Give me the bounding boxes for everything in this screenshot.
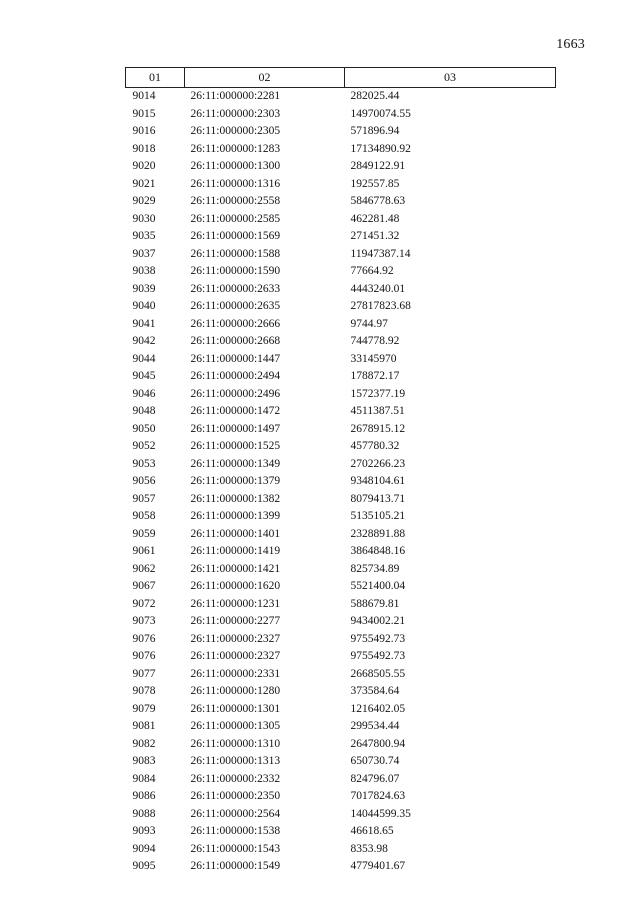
row-value: 299534.44 [350,720,400,732]
cadastral-number: 26:11:000000:2303 [190,107,281,120]
row-value: 373584.64 [350,685,400,697]
row-code: 9059 [132,527,156,540]
row-code: 9079 [132,702,156,715]
table-row [126,141,556,159]
table-row [126,333,556,351]
table-row [126,683,556,701]
row-code: 9044 [132,352,156,365]
cadastral-number: 26:11:000000:1379 [190,475,281,487]
table-row [126,823,556,841]
row-value: 4779401.67 [350,860,406,872]
row-code: 9088 [132,807,156,820]
row-code: 9014 [132,90,156,102]
row-value: 825734.89 [350,562,400,575]
cadastral-number: 26:11:000000:1549 [190,860,281,872]
row-code: 9030 [132,212,156,225]
row-code: 9093 [132,825,156,837]
row-value: 2647800.94 [350,737,406,750]
cadastral-number: 26:11:000000:1620 [190,580,281,592]
cadastral-number: 26:11:000000:2668 [190,335,281,347]
row-code: 9078 [132,685,156,697]
row-code: 9053 [132,457,156,470]
row-value: 8353.98 [350,842,388,855]
row-code: 9082 [132,737,156,750]
row-code: 9067 [132,580,156,592]
cadastral-number: 26:11:000000:1280 [190,685,281,697]
table-row [126,596,556,614]
table-row [126,438,556,456]
row-value: 192557.85 [350,177,400,190]
table-row [126,421,556,439]
cadastral-number: 26:11:000000:2281 [190,90,281,102]
row-code: 9016 [132,125,156,137]
table-row [126,666,556,684]
column-header-01: 01 [126,68,185,88]
row-code: 9018 [132,142,156,155]
table-row [126,543,556,561]
row-value: 9755492.73 [350,650,406,662]
table-row [126,701,556,719]
row-code: 9095 [132,860,156,872]
table-row [126,648,556,666]
row-code: 9058 [132,510,156,522]
table-row [126,193,556,211]
row-value: 5135105.21 [350,510,406,522]
row-code: 9020 [132,160,156,172]
cadastral-number: 26:11:000000:1421 [190,562,281,575]
row-value: 27817823.68 [350,300,411,312]
cadastral-number: 26:11:000000:1472 [190,405,281,417]
table-row [126,456,556,474]
table-row [126,526,556,544]
table-row [126,736,556,754]
table-row [126,473,556,491]
table-row [126,841,556,859]
table-row [126,718,556,736]
cadastral-number: 26:11:000000:1382 [190,492,281,505]
table-row [126,351,556,369]
row-value: 5846778.63 [350,195,406,207]
table-row [126,753,556,771]
cadastral-number: 26:11:000000:1525 [190,440,281,452]
row-value: 7017824.63 [350,790,406,802]
table-row [126,386,556,404]
table-row [126,106,556,124]
row-code: 9061 [132,545,156,557]
cadastral-number: 26:11:000000:1569 [190,230,281,242]
row-code: 9048 [132,405,156,417]
cadastral-number: 26:11:000000:1401 [190,527,281,540]
cadastral-number: 26:11:000000:2494 [190,370,281,382]
cadastral-number: 26:11:000000:2666 [190,317,281,330]
table-row [126,631,556,649]
cadastral-number: 26:11:000000:1349 [190,457,281,470]
table-row [126,508,556,526]
table-row [126,613,556,631]
table-row [126,158,556,176]
row-code: 9046 [132,387,156,400]
row-code: 9056 [132,475,156,487]
cadastral-number: 26:11:000000:1447 [190,352,281,365]
row-value: 9348104.61 [350,475,406,487]
table-row [126,368,556,386]
cadastral-number: 26:11:000000:1231 [190,597,281,610]
cadastral-number: 26:11:000000:2327 [190,632,281,645]
cadastral-number: 26:11:000000:1543 [190,842,281,855]
cadastral-number: 26:11:000000:2558 [190,195,281,207]
row-value: 11947387.14 [350,247,411,260]
cadastral-number: 26:11:000000:2332 [190,772,281,785]
row-code: 9086 [132,790,156,802]
row-value: 2702266.23 [350,457,406,470]
row-code: 9076 [132,632,156,645]
cadastral-number: 26:11:000000:2496 [190,387,281,400]
table-row [126,228,556,246]
row-value: 744778.92 [350,335,400,347]
row-code: 9081 [132,720,156,732]
row-code: 9037 [132,247,156,260]
page-number: 1663 [556,37,585,52]
row-code: 9041 [132,317,156,330]
row-code: 9083 [132,755,156,767]
row-code: 9029 [132,195,156,207]
row-code: 9045 [132,370,156,382]
cadastral-number: 26:11:000000:1300 [190,160,281,172]
cadastral-number: 26:11:000000:2327 [190,650,281,662]
row-value: 4511387.51 [350,405,405,417]
table-row [126,806,556,824]
table-header [126,68,556,88]
cadastral-number: 26:11:000000:1301 [190,702,281,715]
row-code: 9077 [132,667,156,680]
row-value: 2668505.55 [350,667,406,680]
row-code: 9038 [132,265,156,277]
row-value: 46618.65 [350,825,394,837]
row-value: 1572377.19 [350,387,406,400]
table-row [126,176,556,194]
table-row [126,211,556,229]
header-row [126,68,556,88]
row-code: 9021 [132,177,156,190]
row-code: 9072 [132,597,156,610]
row-code: 9094 [132,842,156,855]
row-code: 9040 [132,300,156,312]
column-header-03: 03 [345,68,556,88]
row-value: 5521400.04 [350,580,406,592]
cadastral-number: 26:11:000000:1497 [190,422,281,435]
table-row [126,403,556,421]
cadastral-number: 26:11:000000:1419 [190,545,281,557]
table-row [126,561,556,579]
row-code: 9062 [132,562,156,575]
cadastral-number: 26:11:000000:1305 [190,720,281,732]
row-value: 1216402.05 [350,702,406,715]
row-value: 17134890.92 [350,142,411,155]
row-value: 33145970 [350,352,397,365]
table-row [126,263,556,281]
table-body [126,88,556,876]
row-value: 271451.32 [350,230,400,242]
table-row [126,316,556,334]
cadastral-number: 26:11:000000:2305 [190,125,281,137]
cadastral-number: 26:11:000000:1588 [190,247,281,260]
table-row [126,298,556,316]
row-value: 2328891.88 [350,527,406,540]
cadastral-number: 26:11:000000:2635 [190,300,281,312]
row-code: 9042 [132,335,156,347]
row-value: 9434002.21 [350,615,406,627]
row-code: 9084 [132,772,156,785]
table-row [126,246,556,264]
row-value: 4443240.01 [350,282,406,295]
cadastral-number: 26:11:000000:2633 [190,282,281,295]
table-row [126,491,556,509]
row-value: 2678915.12 [350,422,406,435]
table-row [126,788,556,806]
table-row [126,88,556,106]
cadastral-number: 26:11:000000:1590 [190,265,281,277]
row-value: 178872.17 [350,370,400,382]
row-value: 462281.48 [350,212,400,225]
row-code: 9076 [132,650,156,662]
row-value: 14044599.35 [350,807,411,820]
table-row [126,123,556,141]
row-code: 9057 [132,492,156,505]
row-value: 3864848.16 [350,545,406,557]
cadastral-number: 26:11:000000:2350 [190,790,281,802]
row-value: 8079413.71 [350,492,406,505]
table-row [126,281,556,299]
column-header-02: 02 [185,68,345,88]
cadastral-number: 26:11:000000:2564 [190,807,281,820]
row-code: 9015 [132,107,156,120]
row-value: 457780.32 [350,440,400,452]
row-value: 571896.94 [350,125,400,137]
cadastral-number: 26:11:000000:1316 [190,177,281,190]
cadastral-number: 26:11:000000:1313 [190,755,281,767]
cadastral-number: 26:11:000000:1538 [190,825,281,837]
table-row [126,578,556,596]
row-value: 9744.97 [350,317,388,330]
row-code: 9035 [132,230,156,242]
row-value: 77664.92 [350,265,394,277]
row-value: 9755492.73 [350,632,406,645]
row-code: 9050 [132,422,156,435]
data-table [125,67,556,876]
row-value: 650730.74 [350,755,400,767]
row-code: 9039 [132,282,156,295]
cadastral-number: 26:11:000000:1399 [190,510,281,522]
row-value: 588679.81 [350,597,400,610]
row-value: 2849122.91 [350,160,406,172]
cadastral-number: 26:11:000000:1310 [190,737,281,750]
cadastral-number: 26:11:000000:2331 [190,667,281,680]
row-value: 824796.07 [350,772,400,785]
table-row [126,771,556,789]
cadastral-number: 26:11:000000:2277 [190,615,281,627]
cadastral-number: 26:11:000000:1283 [190,142,281,155]
table-row [126,858,556,876]
row-value: 282025.44 [350,90,400,102]
row-code: 9073 [132,615,156,627]
cadastral-number: 26:11:000000:2585 [190,212,281,225]
row-code: 9052 [132,440,156,452]
row-value: 14970074.55 [350,107,411,120]
